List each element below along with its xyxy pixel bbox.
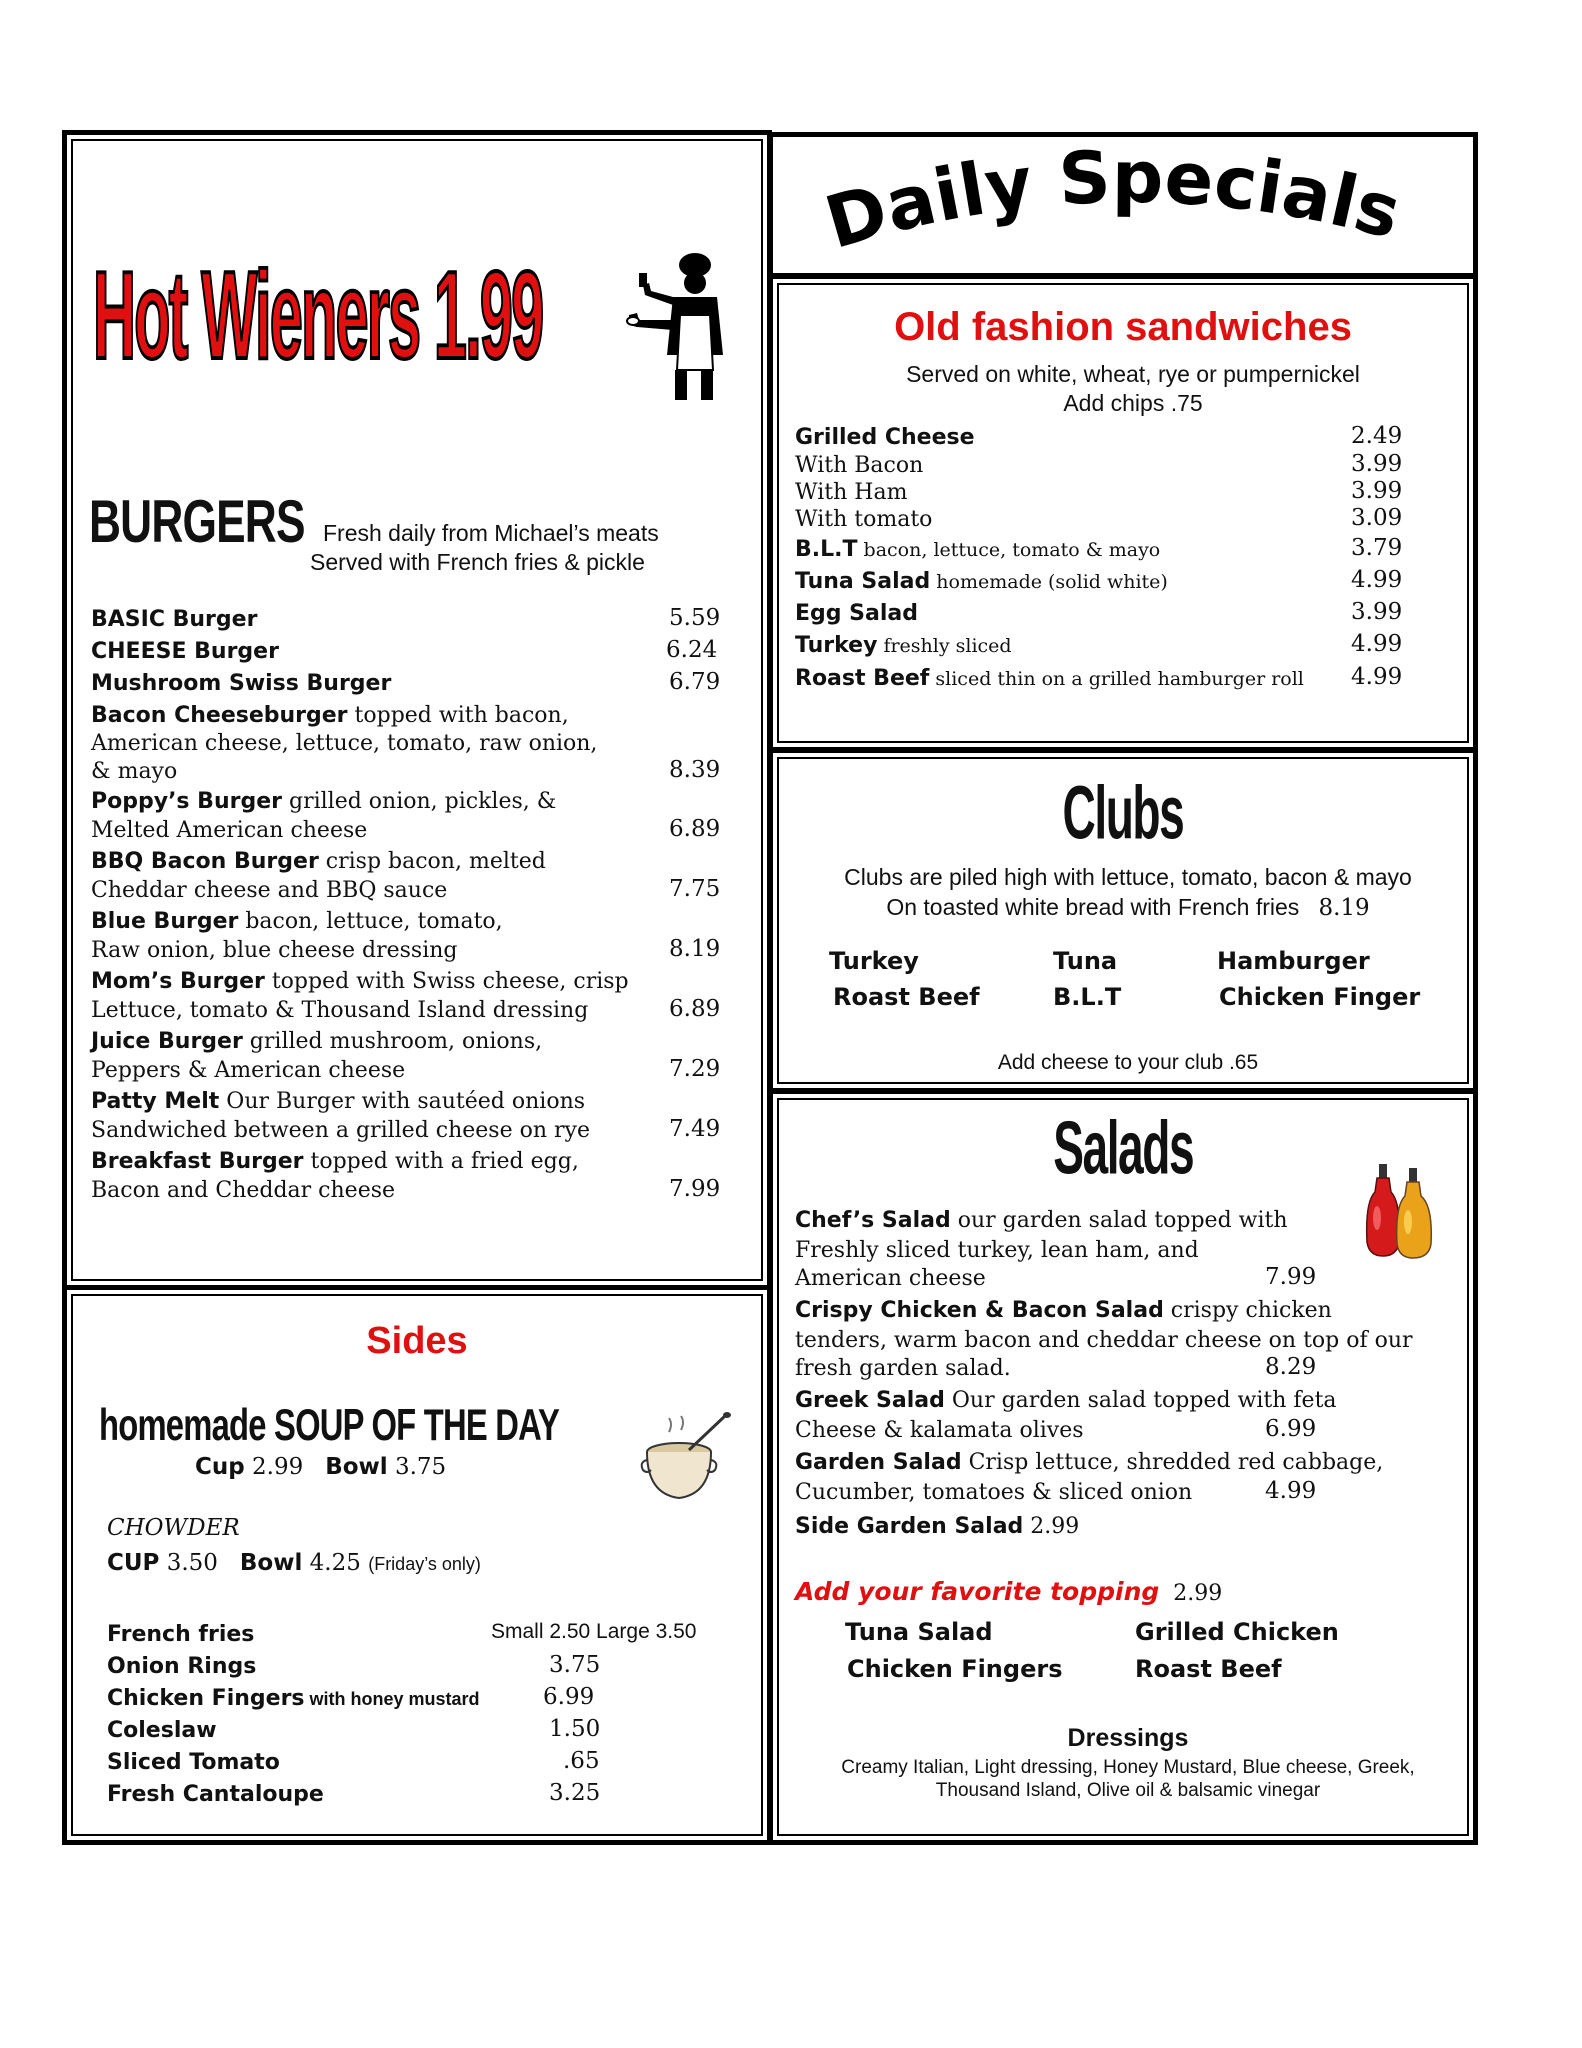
list-item: Turkey freshly sliced <box>795 633 1012 658</box>
item-price: 3.99 <box>1351 599 1403 625</box>
item-price: 6.99 <box>1265 1416 1317 1442</box>
item-price: 7.99 <box>669 1176 721 1202</box>
list-item: Crispy Chicken & Bacon Salad crispy chicken <box>795 1298 1332 1323</box>
list-item: Juice Burger grilled mushroom, onions, <box>91 1029 543 1054</box>
list-item: Poppy’s Burger grilled onion, pickles, & <box>91 789 557 814</box>
list-item: BBQ Bacon Burger crisp bacon, melted <box>91 849 546 874</box>
item-desc: & mayo <box>91 759 178 784</box>
item-desc: fresh garden salad. <box>795 1356 1011 1381</box>
clubs-desc-2: On toasted white bread with French fries 8.19 <box>886 894 1370 921</box>
item-price: 8.39 <box>669 757 721 783</box>
item-price: 7.99 <box>1265 1264 1317 1290</box>
item-price: 6.79 <box>669 669 721 695</box>
dressings-list-1: Creamy Italian, Light dressing, Honey Mustard, Blue cheese, Greek, <box>841 1757 1415 1778</box>
chowder-prices: CUP 3.50 Bowl 4.25 (Friday’s only) <box>107 1550 481 1576</box>
sides-title: Sides <box>366 1320 468 1362</box>
club-option: Hamburger <box>1217 947 1370 975</box>
club-option: Roast Beef <box>833 983 980 1011</box>
soup-title: homemade SOUP OF THE DAY <box>99 1400 560 1450</box>
topping-option: Chicken Fingers <box>847 1655 1063 1683</box>
clubs-desc-1: Clubs are piled high with lettuce, tomato, bacon & mayo <box>844 864 1412 890</box>
salads-panel <box>768 1089 1478 1845</box>
sandwiches-panel <box>768 274 1478 752</box>
dressings-list-2: Thousand Island, Olive oil & balsamic vinegar <box>935 1780 1321 1801</box>
burgers-title: BURGERS <box>89 488 305 556</box>
list-item: B.L.T bacon, lettuce, tomato & mayo <box>795 537 1161 562</box>
sandwiches-title: Old fashion sandwiches <box>894 305 1352 349</box>
item-price: 8.29 <box>1265 1354 1317 1380</box>
item-price: 4.99 <box>1351 631 1403 657</box>
list-item: Fresh Cantaloupe <box>107 1782 324 1807</box>
sandwiches-subtitle-2: Add chips .75 <box>1063 390 1203 416</box>
item-price: 3.79 <box>1351 535 1403 561</box>
dressings-title: Dressings <box>1067 1724 1189 1752</box>
item-desc: Peppers & American cheese <box>91 1058 406 1083</box>
item-price: 5.59 <box>669 605 721 631</box>
sides-list <box>107 1620 757 1820</box>
sandwiches-subtitle-1: Served on white, wheat, rye or pumpernickel <box>906 361 1360 387</box>
item-desc: Cheddar cheese and BBQ sauce <box>91 878 448 903</box>
salads-title: Salads <box>1053 1105 1193 1191</box>
list-item: CHEESE Burger <box>91 639 279 664</box>
burgers-panel <box>62 130 772 1290</box>
chef-icon <box>625 245 745 405</box>
topping-option: Grilled Chicken <box>1135 1618 1339 1646</box>
clubs-title: Clubs <box>1062 770 1184 856</box>
list-item: BASIC Burger <box>91 607 258 632</box>
item-price: 4.99 <box>1265 1478 1317 1504</box>
chowder-title: CHOWDER <box>107 1515 240 1541</box>
clubs-panel <box>768 748 1478 1093</box>
list-item: Side Garden Salad 2.99 <box>795 1514 1080 1539</box>
item-price: 7.29 <box>669 1056 721 1082</box>
club-option: Turkey <box>829 947 919 975</box>
item-desc: tenders, warm bacon and cheddar cheese on top of our <box>795 1328 1413 1353</box>
list-item: Bacon Cheeseburger topped with bacon, <box>91 703 569 728</box>
list-item: Tuna Salad homemade (solid white) <box>795 569 1168 594</box>
list-item: Sliced Tomato <box>107 1750 280 1775</box>
item-price: 3.99 <box>1351 478 1403 504</box>
list-item: Blue Burger bacon, lettuce, tomato, <box>91 909 503 934</box>
club-option: Tuna <box>1053 947 1118 975</box>
list-item: Garden Salad Crisp lettuce, shredded red cabbage, <box>795 1450 1384 1475</box>
item-desc: Cheese & kalamata olives <box>795 1418 1084 1443</box>
item-price: 7.49 <box>669 1116 721 1142</box>
topping-header: Add your favorite topping 2.99 <box>795 1577 1223 1606</box>
list-item: Greek Salad Our garden salad topped with feta <box>795 1388 1337 1413</box>
list-item: Egg Salad <box>795 601 919 626</box>
hot-wieners-title: Hot Wieners 1.99 <box>93 246 543 386</box>
item-price: 2.49 <box>1351 423 1403 449</box>
club-option: Chicken Finger <box>1219 983 1421 1011</box>
soup-pot-icon <box>639 1410 739 1510</box>
list-item: Chicken Fingers with honey mustard <box>107 1686 480 1711</box>
list-item: Chef’s Salad our garden salad topped with <box>795 1208 1288 1233</box>
item-price: 4.99 <box>1351 664 1403 690</box>
item-price: 1.50 <box>549 1716 601 1742</box>
item-price: .65 <box>563 1748 600 1774</box>
item-price: 7.75 <box>669 876 721 902</box>
svg-text:Daily Specials: Daily Specials <box>816 137 1410 265</box>
list-item: Grilled Cheese <box>795 425 975 450</box>
item-desc: American cheese <box>795 1266 986 1291</box>
list-item: French fries <box>107 1622 255 1647</box>
list-item: With Bacon <box>795 453 924 478</box>
item-price: 3.25 <box>549 1780 601 1806</box>
club-option: B.L.T <box>1053 983 1122 1011</box>
item-desc: Bacon and Cheddar cheese <box>91 1178 396 1203</box>
list-item: With tomato <box>795 507 933 532</box>
item-desc: Sandwiched between a grilled cheese on rye <box>91 1118 590 1143</box>
sides-panel <box>62 1285 772 1845</box>
item-price: 6.89 <box>669 816 721 842</box>
item-desc: Raw onion, blue cheese dressing <box>91 938 458 963</box>
list-item: Mom’s Burger topped with Swiss cheese, crisp <box>91 969 629 994</box>
item-desc: Freshly sliced turkey, lean ham, and <box>795 1238 1199 1263</box>
item-desc: Lettuce, tomato & Thousand Island dressing <box>91 998 589 1023</box>
item-price: Small 2.50 Large 3.50 <box>491 1620 697 1643</box>
daily-specials-panel <box>768 132 1478 278</box>
list-item: Mushroom Swiss Burger <box>91 671 392 696</box>
soup-prices: Cup 2.99 Bowl 3.75 <box>195 1454 447 1480</box>
list-item: Roast Beef sliced thin on a grilled hamburger roll <box>795 666 1304 691</box>
burger-list <box>91 605 731 1235</box>
item-desc: Melted American cheese <box>91 818 368 843</box>
item-desc: American cheese, lettuce, tomato, raw onion, <box>91 731 598 756</box>
salad-list <box>795 1206 1465 1606</box>
topping-option: Roast Beef <box>1135 1655 1282 1683</box>
burgers-subtitle-1: Fresh daily from Michael’s meats <box>323 520 659 546</box>
item-price: 8.19 <box>669 936 721 962</box>
burgers-subtitle-2: Served with French fries & pickle <box>310 549 645 575</box>
clubs-note: Add cheese to your club .65 <box>997 1051 1259 1074</box>
item-price: 3.09 <box>1351 505 1403 531</box>
item-price: 4.99 <box>1351 567 1403 593</box>
list-item: Patty Melt Our Burger with sautéed onions <box>91 1089 586 1114</box>
list-item: Onion Rings <box>107 1654 257 1679</box>
item-price: 6.24 <box>666 637 718 663</box>
daily-specials-title <box>773 137 1473 273</box>
item-price: 3.99 <box>1351 451 1403 477</box>
sandwich-list <box>795 423 1465 723</box>
list-item: Breakfast Burger topped with a fried egg, <box>91 1149 579 1174</box>
item-price: 6.99 <box>543 1684 595 1710</box>
list-item: With Ham <box>795 480 908 505</box>
item-price: 6.89 <box>669 996 721 1022</box>
list-item: Coleslaw <box>107 1718 217 1743</box>
item-price: 3.75 <box>549 1652 601 1678</box>
topping-option: Tuna Salad <box>845 1618 993 1646</box>
item-desc: Cucumber, tomatoes & sliced onion <box>795 1480 1193 1505</box>
